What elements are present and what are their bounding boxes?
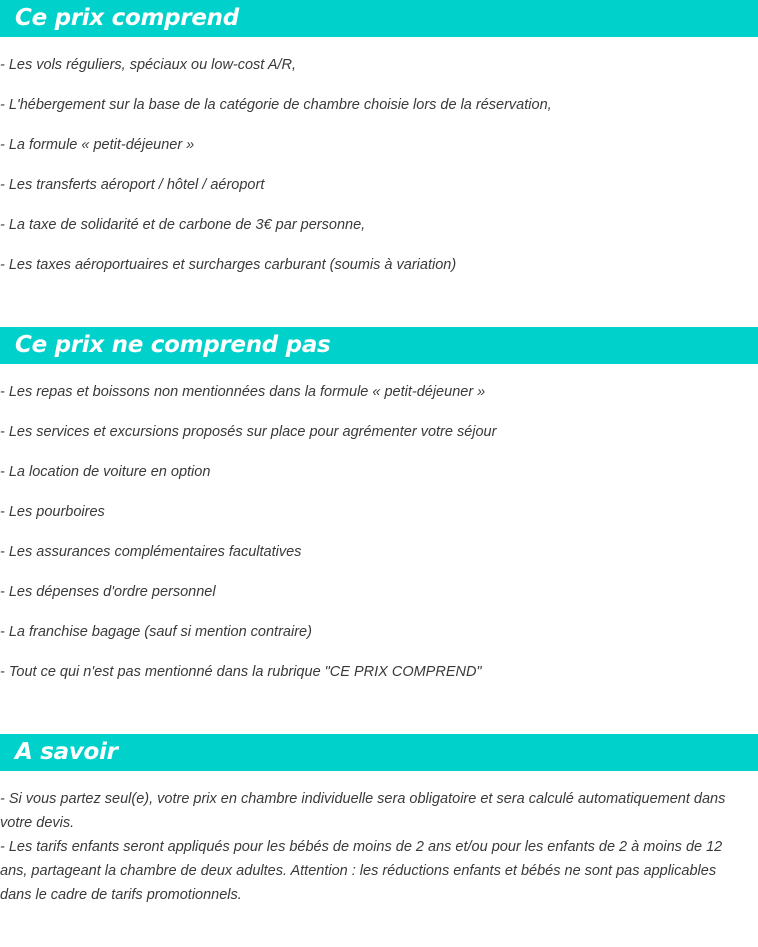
section-title-included: Ce prix comprend	[15, 5, 239, 31]
list-item: - Les services et excursions proposés sur place pour agrémenter votre séjour	[0, 424, 497, 440]
list-item: - La location de voiture en option	[0, 464, 211, 480]
info-paragraph-children: - Les tarifs enfants seront appliqués pour les bébés de moins de 2 ans et/ou pour les enfants de 2 à moins de 12 ans, partageant la chambre de deux adultes. Attention : les réductions enfants et bébés ne sont pas applicables dans le cadre de tarifs promotionnels.	[0, 839, 723, 903]
section-header-not-included	[0, 327, 758, 364]
list-item: - Les transferts aéroport / hôtel / aéroport	[0, 177, 265, 193]
list-item: - Les vols réguliers, spéciaux ou low-cost A/R,	[0, 57, 297, 73]
section-title-to-know: A savoir	[15, 739, 118, 765]
list-item: - Les repas et boissons non mentionnées dans la formule « petit-déjeuner »	[0, 384, 486, 400]
list-item: - La formule « petit-déjeuner »	[0, 137, 195, 153]
section-header-included	[0, 0, 758, 37]
list-item: - Les assurances complémentaires facultatives	[0, 544, 302, 560]
list-item: - La taxe de solidarité et de carbone de 3€ par personne,	[0, 217, 366, 233]
list-item: - La franchise bagage (sauf si mention contraire)	[0, 624, 312, 640]
list-item: - Les pourboires	[0, 504, 105, 520]
list-item: - Les dépenses d'ordre personnel	[0, 584, 216, 600]
section-header-to-know	[0, 734, 758, 771]
section-title-not-included: Ce prix ne comprend pas	[15, 332, 331, 358]
list-item: - L'hébergement sur la base de la catégorie de chambre choisie lors de la réservation,	[0, 97, 552, 113]
info-paragraph-single: - Si vous partez seul(e), votre prix en chambre individuelle sera obligatoire et sera calculé automatiquement dans votre devis.	[0, 791, 726, 831]
list-item: - Les taxes aéroportuaires et surcharges carburant (soumis à variation)	[0, 257, 457, 273]
list-item: - Tout ce qui n'est pas mentionné dans la rubrique "CE PRIX COMPREND"	[0, 664, 482, 680]
